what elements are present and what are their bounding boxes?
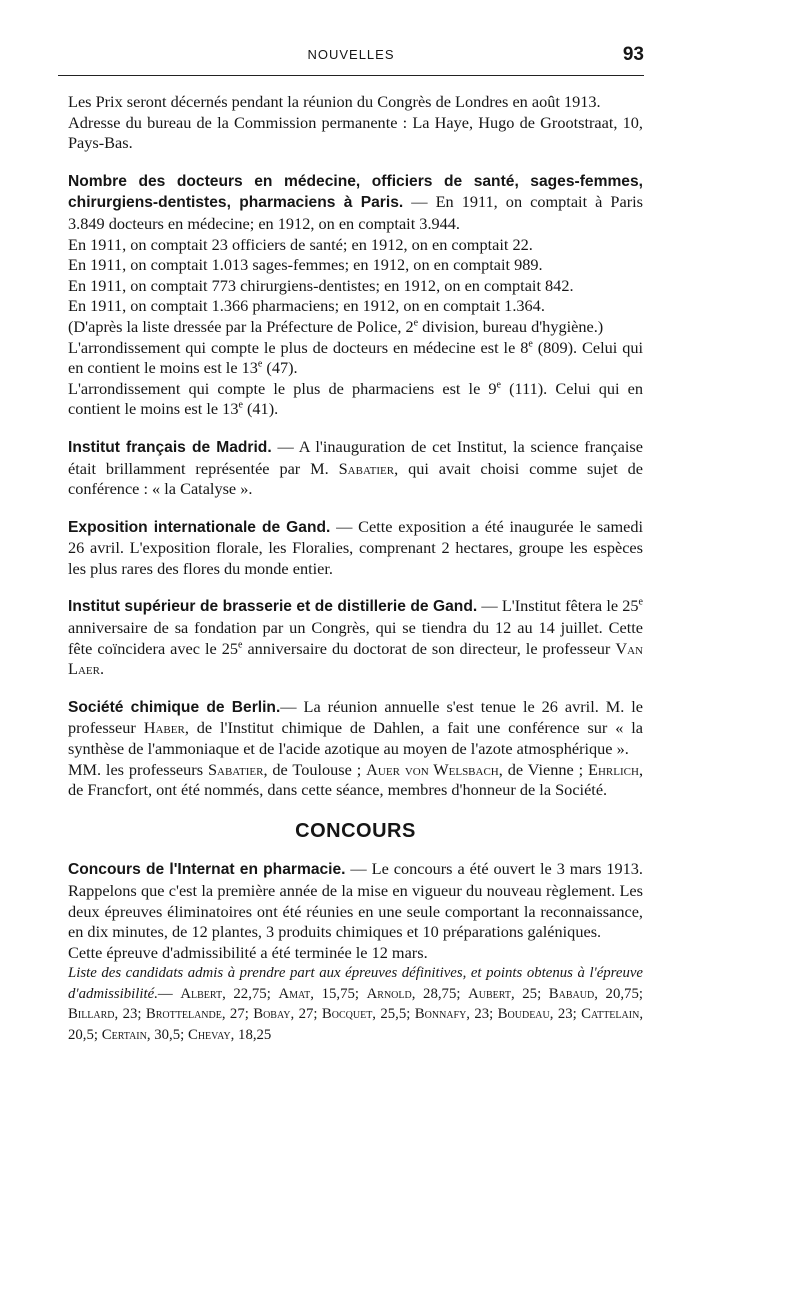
berlin-text-a: — La réunion annuelle s'est tenue le 26 avril. M. le professeur bbox=[68, 696, 644, 738]
candidate-score: , 18,25 bbox=[230, 1026, 272, 1043]
docteurs-line-7 bbox=[68, 338, 643, 379]
brasserie-name: Van Laer bbox=[68, 638, 643, 679]
docteurs-l6a: (D'après la liste dressée par la Préfecture de Police, 2 bbox=[68, 316, 414, 336]
candidate-entry bbox=[322, 1006, 415, 1022]
candidate-entry bbox=[468, 986, 549, 1002]
brasserie-text-c: anniversaire du doctorat de son directeur, le professeur bbox=[242, 638, 616, 658]
candidate-score: , 20,5; bbox=[68, 1006, 644, 1043]
madrid-name: Sabatier bbox=[338, 458, 395, 478]
candidate-name: Cattelain bbox=[581, 1006, 640, 1023]
concours-text: — Le concours a été ouvert le 3 mars 1913. Rappelons que c'est la première année de la mise en vigueur du nouveau règlement. Les deux épreuves éliminatoires ont été réunies en une seule comportant la reconnaissance, en dix minutes, de 12 plantes, 3 produits chimiques et 10 préparations galéniques. bbox=[68, 859, 643, 942]
docteurs-l7c: (47). bbox=[262, 358, 298, 378]
candidate-score: , 27; bbox=[221, 1006, 254, 1023]
prix-line-2: Adresse du bureau de la Commission permanente : La Haye, Hugo de Grootstraat, 10, Pays-Bas. bbox=[68, 112, 643, 153]
candidate-name: Boudeau bbox=[497, 1006, 550, 1023]
running-header bbox=[58, 45, 644, 67]
brasserie-sup2: e bbox=[238, 639, 243, 651]
docteurs-l8sup2: e bbox=[238, 399, 243, 411]
docteurs-l7a: L'arrondissement qui compte le plus de docteurs en médecine est le 8 bbox=[68, 337, 529, 357]
candidate-entry bbox=[68, 1006, 146, 1022]
docteurs-l7sup: e bbox=[528, 338, 533, 350]
brasserie-text-a: — L'Institut fêtera le 25 bbox=[477, 596, 639, 616]
candidate-score: , 23; bbox=[114, 1006, 146, 1023]
berlin-paragraph bbox=[68, 697, 643, 760]
berlin-name-3: Auer von Welsbach bbox=[366, 759, 499, 779]
docteurs-line-4: En 1911, on comptait 773 chirurgiens-dentistes; en 1912, on en comptait 842. bbox=[68, 275, 574, 295]
docteurs-line-3: En 1911, on comptait 1.013 sages-femmes; en 1912, on en comptait 989. bbox=[68, 255, 543, 275]
berlin-p2-d: , de Francfort, ont été nommés, dans cette séance, membres d'honneur de la Société. bbox=[68, 759, 644, 800]
candidate-name: Chevay bbox=[187, 1026, 231, 1043]
candidate-score: , 25; bbox=[510, 985, 549, 1002]
docteurs-l8b: (111). Celui qui en contient le moins est le 13 bbox=[68, 378, 643, 419]
candidate-name: Aubert bbox=[468, 985, 511, 1002]
docteurs-l6b: division, bureau d'hygiène.) bbox=[418, 316, 604, 336]
brasserie-text-b: anniversaire de sa fondation par un Congrès, qui se tiendra du 12 au 14 juillet. Cette fête coïncidera avec le 25 bbox=[68, 618, 643, 658]
candidate-entry bbox=[549, 986, 643, 1002]
header-rule bbox=[58, 75, 644, 76]
candidate-name: Bobay bbox=[253, 1006, 291, 1023]
candidate-entry bbox=[180, 986, 278, 1002]
berlin-text-b: , de l'Institut chimique de Dahlen, a fait une conférence sur « la synthèse de l'ammoniaque et de l'acide azotique au moyen de l'azote atmosphérique ». bbox=[68, 718, 644, 759]
gand-paragraph bbox=[68, 517, 643, 580]
madrid-text-b: , qui avait choisi comme sujet de conférence : « la Catalyse ». bbox=[68, 458, 644, 499]
berlin-heading: Société chimique de Berlin. bbox=[68, 698, 281, 716]
article-body bbox=[68, 92, 643, 1045]
candidate-score: , 20,75; bbox=[594, 985, 643, 1002]
docteurs-l7b: (809). Celui qui en contient le moins est le 13 bbox=[68, 337, 643, 378]
docteurs-heading: Nombre des docteurs en médecine, officiers de santé, sages-femmes, chirurgiens-dentistes, pharmaciens à Paris. bbox=[68, 172, 643, 212]
candidates-dash: — bbox=[157, 985, 181, 1002]
section-title-concours: CONCOURS bbox=[295, 819, 416, 842]
docteurs-l7sup2: e bbox=[257, 358, 263, 370]
candidate-name: Bonnafy bbox=[414, 1006, 467, 1023]
concours-line-2: Cette épreuve d'admissibilité a été terminée le 12 mars. bbox=[68, 942, 428, 962]
docteurs-l8c: (41). bbox=[242, 399, 279, 419]
docteurs-line-2: En 1911, on comptait 23 officiers de santé; en 1912, on en comptait 22. bbox=[68, 234, 533, 254]
candidate-score: , 27; bbox=[290, 1006, 322, 1023]
madrid-heading: Institut français de Madrid. bbox=[68, 438, 272, 456]
gand-heading: Exposition internationale de Gand. bbox=[68, 518, 331, 536]
candidate-entry bbox=[278, 986, 366, 1002]
candidate-name: Certain bbox=[101, 1026, 147, 1043]
madrid-paragraph bbox=[68, 437, 643, 500]
brasserie-heading: Institut supérieur de brasserie et de distillerie de Gand. bbox=[68, 598, 478, 616]
candidate-entry bbox=[146, 1006, 253, 1022]
candidate-score: , 22,75; bbox=[222, 985, 279, 1002]
madrid-text-a: — A l'inauguration de cet Institut, la science française était brillamment représentée par M. bbox=[68, 436, 643, 478]
docteurs-line-5: En 1911, on comptait 1.366 pharmaciens; en 1912, on en comptait 1.364. bbox=[68, 296, 545, 316]
docteurs-paragraph bbox=[68, 171, 643, 235]
candidate-name: Bocquet bbox=[321, 1006, 373, 1023]
page-number: 93 bbox=[622, 44, 644, 65]
candidates-list bbox=[68, 963, 643, 1045]
berlin-p2-b: , de Toulouse ; bbox=[263, 759, 367, 779]
candidate-name: Brottelande bbox=[145, 1006, 222, 1023]
candidate-entry bbox=[367, 986, 468, 1002]
berlin-name-2: Sabatier bbox=[207, 759, 264, 779]
berlin-name-1: Haber bbox=[143, 718, 185, 738]
candidate-score: , 23; bbox=[549, 1006, 582, 1023]
docteurs-l6sup: e bbox=[413, 317, 419, 329]
docteurs-l8sup: e bbox=[496, 379, 501, 391]
candidate-entry bbox=[102, 1027, 188, 1043]
berlin-p2-c: , de Vienne ; bbox=[498, 759, 589, 779]
brasserie-sup1: e bbox=[638, 597, 643, 609]
brasserie-text-d: . bbox=[99, 659, 105, 679]
candidate-score: , 28,75; bbox=[411, 985, 469, 1002]
docteurs-line-6 bbox=[68, 317, 643, 338]
candidate-name: Albert bbox=[180, 985, 223, 1002]
candidates-list-intro: Liste des candidats admis à prendre part aux épreuves définitives, et points obtenus à l'épreuve d'admissibilité. bbox=[68, 965, 643, 1002]
brasserie-paragraph bbox=[68, 596, 643, 679]
candidate-score: , 23; bbox=[466, 1006, 498, 1023]
concours-heading: Concours de l'Internat en pharmacie. bbox=[68, 861, 346, 879]
docteurs-l8a: L'arrondissement qui compte le plus de pharmaciens est le 9 bbox=[68, 378, 497, 398]
running-title: NOUVELLES bbox=[307, 47, 395, 62]
candidate-name: Arnold bbox=[366, 985, 412, 1002]
candidate-score: , 25,5; bbox=[372, 1006, 415, 1023]
gand-text: — Cette exposition a été inaugurée le samedi 26 avril. L'exposition florale, les Floralies, comprenant 2 hectares, groupe les espèces les plus rares des flores du monde entier. bbox=[68, 516, 644, 578]
candidate-entry bbox=[415, 1006, 498, 1022]
candidate-name: Amat bbox=[278, 985, 311, 1002]
candidate-entry bbox=[498, 1006, 581, 1022]
berlin-p2-a: MM. les professeurs bbox=[68, 759, 208, 779]
berlin-paragraph-2 bbox=[68, 760, 643, 801]
prix-line-1: Les Prix seront décernés pendant la réunion du Congrès de Londres en août 1913. bbox=[68, 92, 601, 111]
docteurs-lead: — En 1911, on comptait à Paris 3.849 docteurs en médecine; en 1912, on en comptait 3.944. bbox=[68, 192, 643, 233]
candidate-score: , 15,75; bbox=[310, 985, 367, 1002]
candidate-entry bbox=[253, 1006, 322, 1022]
candidate-name: Babaud bbox=[548, 985, 595, 1002]
docteurs-line-8 bbox=[68, 379, 643, 420]
berlin-name-4: Ehrlich bbox=[588, 759, 639, 779]
candidate-entry bbox=[188, 1027, 271, 1043]
concours-paragraph bbox=[68, 859, 643, 942]
candidate-name: Billard bbox=[68, 1006, 115, 1023]
candidate-score: , 30,5; bbox=[146, 1026, 188, 1043]
